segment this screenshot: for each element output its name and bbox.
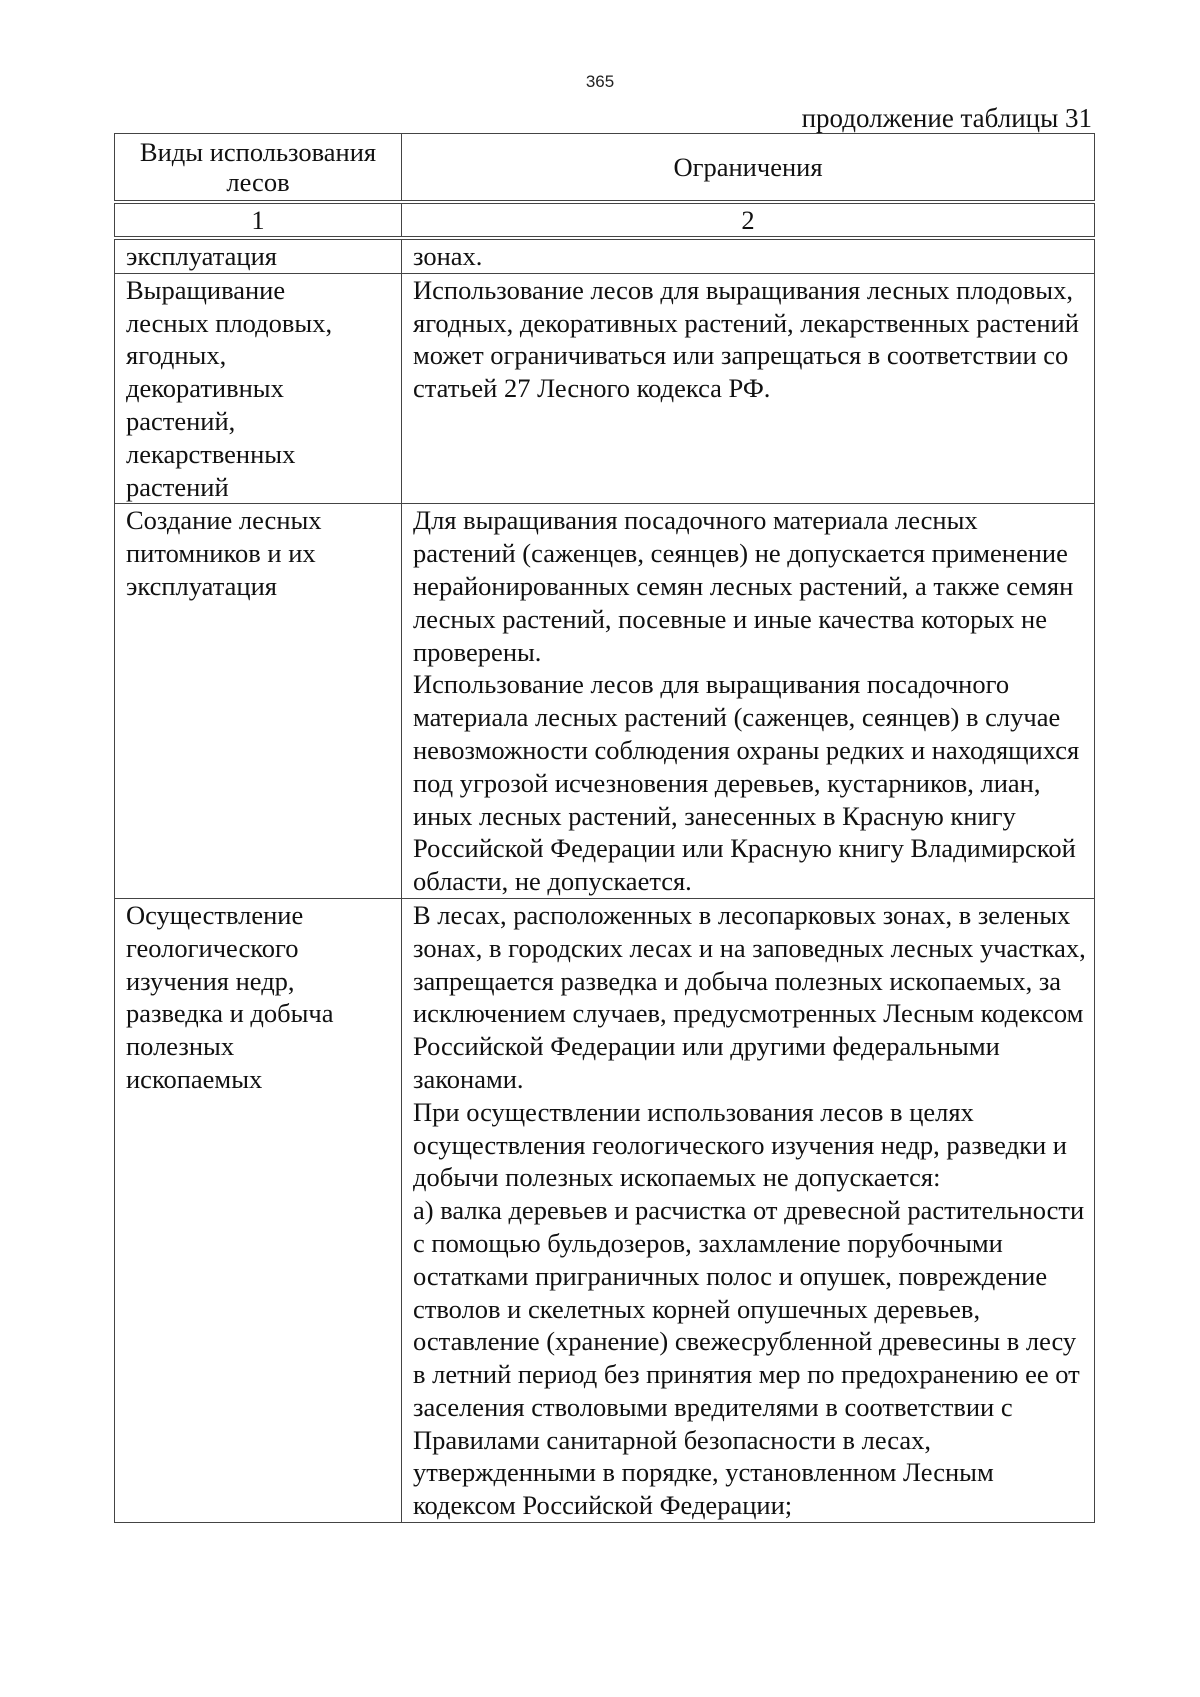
table-row	[115, 273, 1095, 504]
usage-type-cell	[115, 273, 402, 504]
page-number: 365	[585, 72, 615, 91]
table-caption: продолжение таблицы 31	[801, 103, 1092, 133]
restrictions-cell	[402, 504, 1095, 899]
table-header-row	[115, 134, 1095, 203]
table-row	[115, 898, 1095, 1522]
restriction-paragraph: Использование лесов для выращивания лесных плодовых, ягодных, декоративных растений, лекарственных растений может ограничиваться или запрещаться в соответствии со статьей 27 Лесного кодекса РФ.	[413, 274, 1079, 404]
restriction-paragraph: Для выращивания посадочного материала лесных растений (саженцев, сеянцев) не допускается применение нерайонированных семян лесных растений, а также семян лесных растений, посевные и иные качества которых не проверены.	[413, 505, 1074, 667]
restriction-paragraph: В лесах, расположенных в лесопарковых зонах, в зеленых зонах, в городских лесах и на заповедных лесных участках, запрещается разведка и добыча полезных ископаемых, за исключением случаев, предусмотренных Лесным кодексом Российской Федерации или другими федеральными законами.	[413, 899, 1086, 1094]
usage-type-cell	[115, 504, 402, 899]
restriction-paragraph: а) валка деревьев и расчистка от древесной растительности с помощью бульдозеров, захламление порубочными остатками приграничных полос и опушек, повреждение стволов и скелетных корней опушечных деревьев, оставление (хранение) свежесрубленной древесины в лесу в летний период без принятия мер по предохранению ее от заселения стволовыми вредителями в соответствии с Правилами санитарной безопасности в лесах, утвержденными в порядке, установленном Лесным кодексом Российской Федерации;	[413, 1195, 1085, 1521]
restrictions-cell	[402, 273, 1095, 504]
table-row	[115, 504, 1095, 899]
usage-type-cell: эксплуатация	[115, 238, 402, 273]
restrictions-cell	[402, 898, 1095, 1522]
restriction-paragraph: При осуществлении использования лесов в целях осуществления геологического изучения недр, разведки и добычи полезных ископаемых не допускается:	[413, 1096, 1067, 1193]
usage-type-cell	[115, 898, 402, 1522]
header-cell-restrictions: Ограничения	[402, 134, 1095, 203]
restriction-paragraph: Использование лесов для выращивания посадочного материала лесных растений (саженцев, сеянцев) в случае невозможности соблюдения охраны редких и находящихся под угрозой исчезновения деревьев, кустарников, лиан, иных лесных растений, занесенных в Красную книгу Российской Федерации или Красную книгу Владимирской области, не допускается.	[413, 669, 1080, 897]
column-number-2: 2	[402, 202, 1095, 238]
usage-type-text: Выращивание лесных плодовых, ягодных, декоративных растений, лекарственных растений	[126, 274, 333, 502]
table-row	[115, 238, 1095, 273]
usage-type-text: Создание лесных питомников и их эксплуатация	[126, 505, 322, 601]
restrictions-cell	[402, 238, 1095, 273]
column-number-1: 1	[115, 202, 402, 238]
restriction-paragraph: зонах.	[413, 241, 483, 271]
usage-type-text: Осуществление геологического изучения недр, разведка и добыча полезных ископаемых	[126, 899, 334, 1094]
restrictions-table	[114, 133, 1095, 1523]
header-cell-usage-type: Виды использования лесов	[115, 134, 402, 203]
column-number-row	[115, 202, 1095, 238]
